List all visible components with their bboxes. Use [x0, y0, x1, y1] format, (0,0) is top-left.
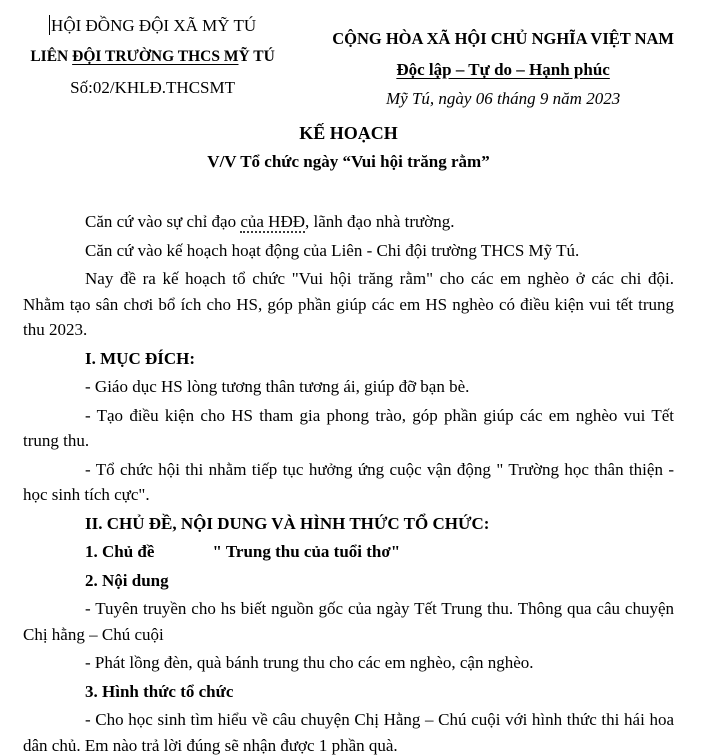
header-issuing-org: [23, 10, 282, 113]
document-header: [23, 10, 674, 113]
motto-line-2[interactable]: Độc lập – Tự do – Hạnh phúc: [396, 60, 610, 79]
document-title[interactable]: KẾ HOẠCH: [299, 123, 398, 143]
chu-de-label: 1. Chủ đề: [85, 542, 155, 561]
subsection-chu-de[interactable]: [23, 539, 674, 565]
muc-dich-item-3[interactable]: - Tổ chức hội thi nhằm tiếp tục hưởng ứng cuộc vận động " Trường học thân thiện - học sinh tích cực".: [23, 459, 674, 504]
muc-dich-item-1[interactable]: - Giáo dục HS lòng tương thân tương ái, giúp đỡ bạn bè.: [85, 377, 470, 396]
section-heading-chu-de[interactable]: II. CHỦ ĐỀ, NỘI DUNG VÀ HÌNH THỨC TỔ CHỨC:: [85, 513, 490, 533]
paragraph-can-cu-1[interactable]: [23, 209, 674, 235]
org-name-suffix: Ỹ TÚ: [238, 48, 275, 65]
spellcheck-marked-text: của HĐĐ: [240, 212, 306, 231]
document-subtitle[interactable]: V/V Tổ chức ngày “Vui hội trăng rằm”: [207, 152, 490, 171]
noi-dung-item-1[interactable]: - Tuyên truyền cho hs biết nguồn gốc của ngày Tết Trung thu. Thông qua câu chuyện Chị hằng – Chú cuội: [23, 599, 674, 644]
can-cu-1-after: , lãnh đạo nhà trường.: [305, 212, 455, 231]
subsection-noi-dung[interactable]: 2. Nội dung: [85, 570, 169, 590]
hinh-thuc-item-1[interactable]: - Cho học sinh tìm hiểu về câu chuyện Chị Hằng – Chú cuội với hình thức thi hái hoa dân chủ. Em nào trả lời đúng sẽ nhận được 1 phần quà.: [23, 710, 674, 755]
document-number[interactable]: Số:02/KHLĐ.THCSMT: [70, 78, 235, 97]
can-cu-1-before: Căn cứ vào sự chỉ đạo: [85, 212, 241, 231]
noi-dung-item-2[interactable]: - Phát lồng đèn, quà bánh trung thu cho các em nghèo, cận nghèo.: [85, 653, 534, 672]
paragraph-intro[interactable]: Nay đề ra kế hoạch tổ chức "Vui hội trăng rằm" cho các em nghèo ở các chi đội. Nhằm tạo sân chơi bổ ích cho HS, góp phần giúp các em HS nghèo có điều kiện vui tết trung thu 2023.: [23, 269, 674, 339]
document-body: [23, 209, 674, 755]
section-heading-muc-dich[interactable]: I. MỤC ĐÍCH:: [85, 348, 196, 368]
muc-dich-item-2[interactable]: - Tạo điều kiện cho HS tham gia phong trào, góp phần giúp các em nghèo vui Tết trung thu.: [23, 405, 674, 450]
org-name-underlined: ĐỘI TRƯỜNG THCS M: [72, 48, 239, 65]
motto-line-1[interactable]: CỘNG HÒA XÃ HỘI CHỦ NGHĨA VIỆT NAM: [332, 29, 674, 48]
subsection-hinh-thuc[interactable]: 3. Hình thức tổ chức: [85, 681, 234, 701]
org-name-prefix: LIÊN: [30, 48, 73, 65]
paragraph-can-cu-2[interactable]: Căn cứ vào kế hoạch hoạt động của Liên - Chi đội trường THCS Mỹ Tú.: [85, 240, 580, 260]
org-parent-line[interactable]: [23, 10, 282, 41]
org-name-line[interactable]: [23, 41, 282, 72]
chu-de-value: " Trung thu của tuổi thơ": [212, 542, 401, 561]
text-cursor: [49, 15, 50, 35]
date-line[interactable]: Mỹ Tú, ngày 06 tháng 9 năm 2023: [385, 89, 621, 108]
header-national-motto: [282, 10, 674, 113]
org-parent-text: HỘI ĐỒNG ĐỘI XÃ MỸ TÚ: [51, 16, 257, 35]
